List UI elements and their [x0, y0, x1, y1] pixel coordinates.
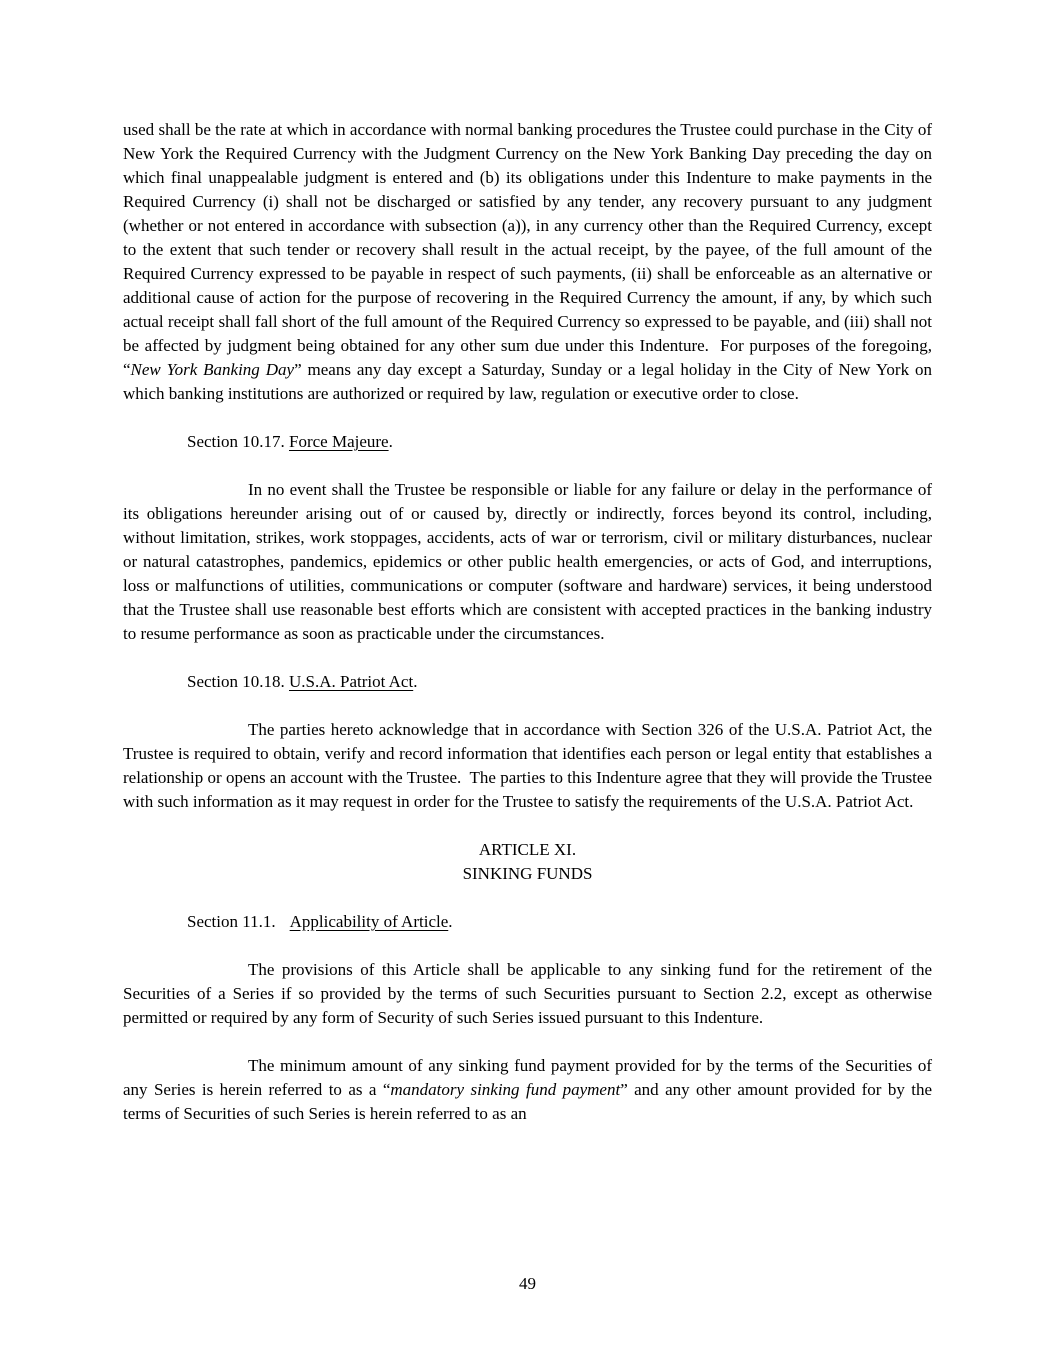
section-number: Section 11.1. [187, 912, 276, 931]
article-title: SINKING FUNDS [462, 864, 593, 883]
section-number: Section 10.17. [187, 432, 289, 451]
section-heading-10-17 [123, 430, 932, 454]
section-title-period: . [388, 432, 393, 451]
section-number: Section 10.18. [187, 672, 289, 691]
page-number: 49 [519, 1274, 536, 1293]
paragraph-text: used shall be the rate at which in accordance with normal banking procedures the Trustee could purchase in the City of New York the Required Currency with the Judgment Currency on the New York Banking Day preceding the day on which final unappealable judgment is entered and (b) its obligations under this Indenture to make payments in the Required Currency (i) shall not be discharged or satisfied by any tender, any recovery pursuant to any judgment (whether or not entered in accordance with subsection (a)), in any currency other than the Required Currency, except to the extent that such tender or recovery shall result in the actual receipt, by the payee, of the full amount of the Required Currency expressed to be payable in respect of such payments, (ii) shall be enforceable as an alternative or additional cause of action for the purpose of recovering in the Required Currency the amount, if any, by which such actual receipt shall fall short of the full amount of the Required Currency so expressed to be payable, and (iii) shall not be affected by judgment being obtained for any other sum due under this Indenture. For purposes of the foregoing, “ [123, 120, 932, 379]
section-heading-11-1 [123, 910, 932, 934]
section-title: Applicability of Article [289, 912, 449, 931]
section-title-period: . [448, 912, 453, 931]
section-title: U.S.A. Patriot Act [289, 672, 414, 691]
article-11-heading [123, 838, 932, 886]
paragraph-text: The minimum amount of any sinking fund payment provided for by the terms of the Securities of any Series is herein referred to as a “ [123, 1056, 932, 1099]
article-number: ARTICLE XI. [478, 840, 577, 859]
section-heading-10-18 [123, 670, 932, 694]
paragraph-applicability: The provisions of this Article shall be applicable to any sinking fund for the retirement of the Securities of a Series if so provided by the terms of such Securities pursuant to Section 2.2, except as otherwise permitted or required by any form of Security of such Series issued pursuant to this Indenture. [123, 960, 932, 1027]
section-title: Force Majeure [289, 432, 389, 451]
paragraph-text: ” means any day except a Saturday, Sunday or a legal holiday in the City of New York on which banking institutions are authorized or required by law, regulation or executive order to close. [123, 360, 932, 403]
paragraph-force-majeure: In no event shall the Trustee be responsible or liable for any failure or delay in the performance of its obligations hereunder arising out of or caused by, directly or indirectly, forces beyond its control, including, without limitation, strikes, work stoppages, accidents, acts of war or terrorism, civil or military disturbances, nuclear or natural catastrophes, pandemics, epidemics or other public health emergencies, or acts of God, and interruptions, loss or malfunctions of utilities, communications or computer (software and hardware) services, it being understood that the Trustee shall use reasonable best efforts which are consistent with accepted practices in the banking industry to resume performance as soon as practicable under the circumstances. [123, 480, 932, 643]
paragraph-text: ” and any other amount provided for by the terms of Securities of such Series is herein referred to as an [123, 1080, 932, 1123]
paragraph-minimum-sinking-fund [123, 1054, 932, 1126]
section-title-period: . [413, 672, 418, 691]
defined-term-new-york-banking-day: New York Banking Day [130, 360, 295, 379]
paragraph-patriot-act: The parties hereto acknowledge that in accordance with Section 326 of the U.S.A. Patriot Act, the Trustee is required to obtain, verify and record information that identifies each person or legal entity that establishes a relationship or opens an account with the Trustee. The parties to this Indenture agree that they will provide the Trustee with such information as it may request in order for the Trustee to satisfy the requirements of the U.S.A. Patriot Act. [123, 720, 932, 811]
document-body [123, 118, 932, 1150]
defined-term-mandatory-sinking-fund-payment: mandatory sinking fund payment [390, 1080, 621, 1099]
paragraph-judgment-currency-continuation [123, 118, 932, 406]
